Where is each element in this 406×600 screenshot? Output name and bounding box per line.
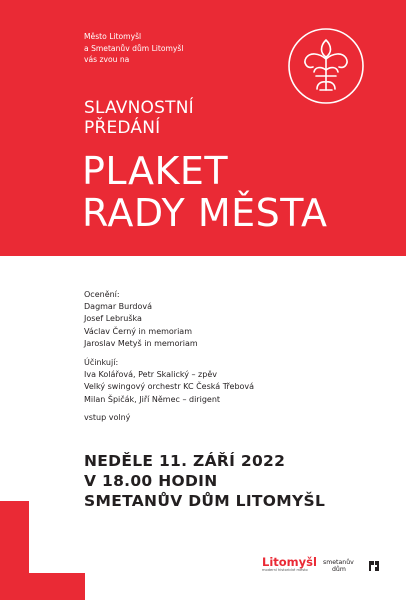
entry-note: vstup volný	[84, 413, 131, 422]
subtitle-line: PŘEDÁNÍ	[84, 118, 161, 138]
litomysl-logo-tagline: moderní historické město	[262, 568, 308, 572]
awardee-name: Jaroslav Metyš in memoriam	[84, 338, 198, 348]
performer-line: Velký swingový orchestr KC Česká Třebová	[84, 382, 255, 392]
awards-heading: Ocenění:	[84, 290, 120, 299]
performer-line: Milan Špičák, Jiří Němec – dirigent	[84, 394, 221, 404]
event-subtitle	[84, 98, 194, 138]
awardee-name: Václav Černý in memoriam	[84, 326, 193, 336]
invite-line: vás zvou na	[84, 55, 130, 64]
subtitle-line: SLAVNOSTNÍ	[84, 98, 194, 118]
event-date: NEDĚLE 11. ZÁŘÍ 2022	[84, 452, 286, 470]
smetanuv-dum-mark-icon	[368, 560, 380, 572]
invite-line: Město Litomyšl	[84, 32, 142, 41]
event-time: V 18.00 HODIN	[84, 472, 218, 490]
event-title	[82, 150, 328, 234]
invitation-text	[84, 31, 184, 66]
lily-emblem-icon	[286, 26, 366, 106]
performers-section	[84, 357, 254, 406]
title-line: PLAKET	[82, 149, 229, 193]
title-line: RADY MĚSTA	[82, 191, 328, 235]
litomysl-logo-name: Litomyšl	[262, 555, 317, 569]
smetanuv-dum-logo-line1: smetanův	[323, 559, 354, 566]
litomysl-logo	[262, 556, 317, 573]
awardee-name: Josef Lebruška	[84, 314, 142, 324]
performers-heading: Účinkují:	[84, 358, 119, 367]
smetanuv-dum-logo-line2: dům	[332, 566, 346, 573]
event-venue: SMETANŮV DŮM LITOMYŠL	[84, 492, 326, 510]
awardee-name: Dagmar Burdová	[84, 302, 152, 312]
smetanuv-dum-logo	[323, 559, 354, 573]
event-details	[84, 451, 325, 511]
awards-section	[84, 289, 198, 350]
corner-accent-horizontal	[0, 573, 85, 600]
performer-line: Iva Kolářová, Petr Skalický – zpěv	[84, 370, 217, 380]
invite-line: a Smetanův dům Litomyšl	[84, 43, 184, 53]
